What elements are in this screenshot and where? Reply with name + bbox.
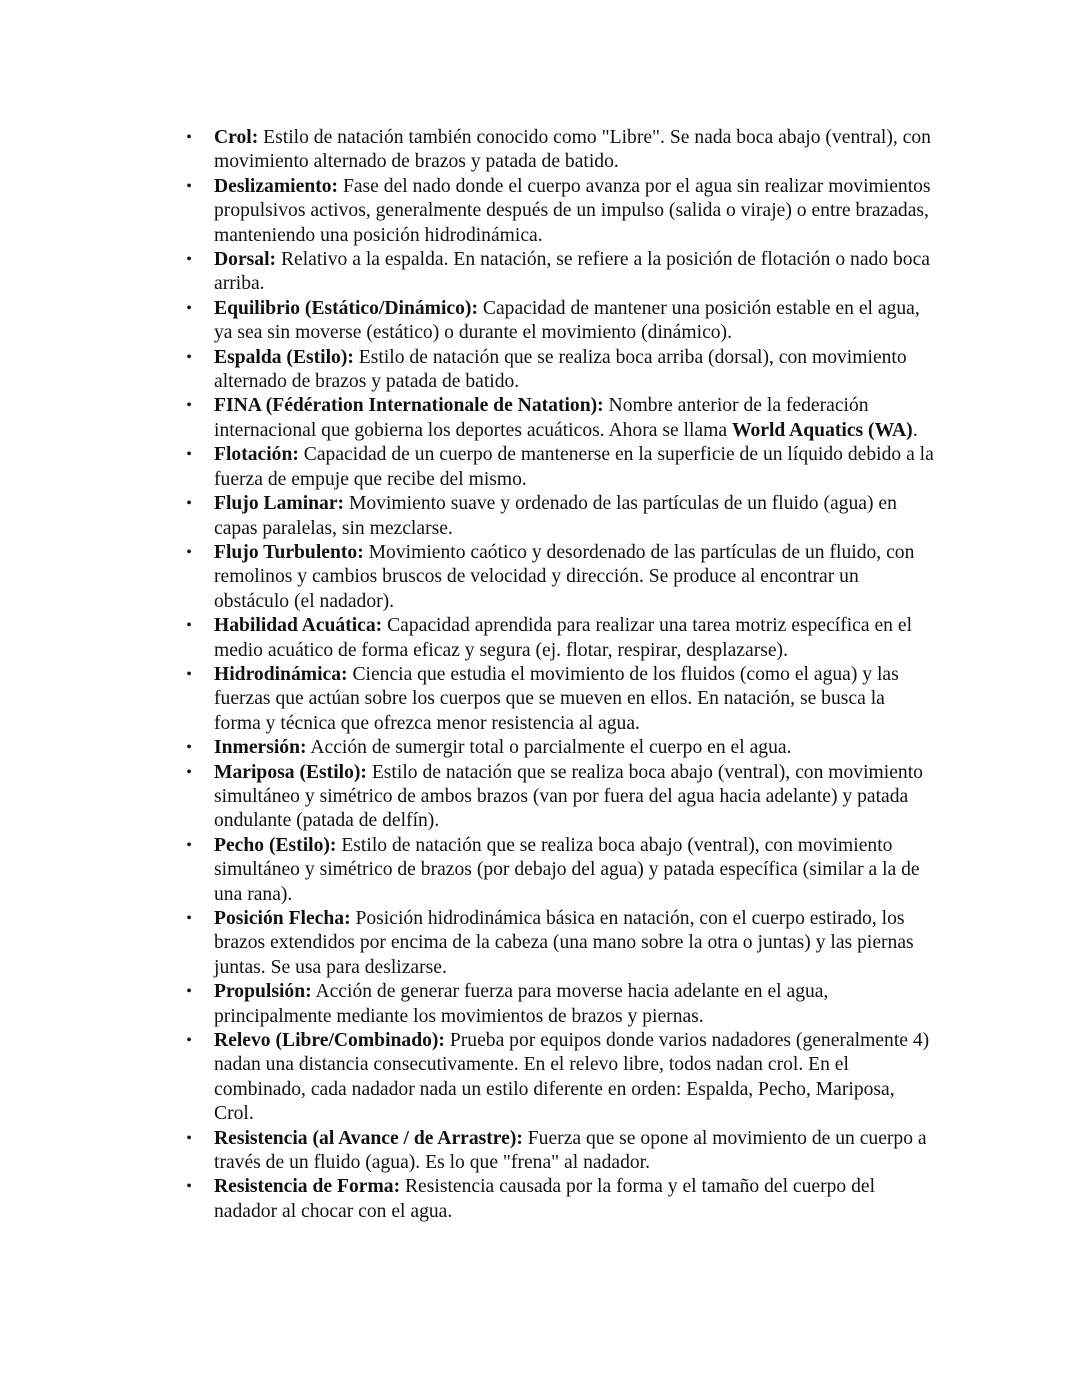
glossary-entry-mariposa xyxy=(186,761,934,834)
glossary-entry-resistencia-avance xyxy=(186,1127,934,1176)
glossary-definition: Prueba por equipos donde varios nadadores (generalmente 4) nadan una distancia consecutivamente. En el relevo libre, todos nadan crol. En el combinado, cada nadador nada un estilo diferente en orden: Espalda, Pecho, Mariposa, Crol. xyxy=(214,1030,930,1125)
glossary-entry-espalda xyxy=(186,346,934,395)
glossary-definition: Relativo a la espalda. En natación, se refiere a la posición de flotación o nado boca arriba. xyxy=(214,249,930,295)
bullet-icon: • xyxy=(186,836,192,854)
glossary-entry-propulsion xyxy=(186,980,934,1029)
glossary-term: Flotación: xyxy=(214,444,299,466)
glossary-term: Flujo Laminar: xyxy=(214,493,345,515)
bullet-icon: • xyxy=(186,665,192,683)
glossary-entry-fina xyxy=(186,394,934,443)
glossary-list xyxy=(0,126,934,1224)
bullet-icon: • xyxy=(186,446,192,464)
glossary-entry-hidrodinamica xyxy=(186,663,934,736)
bullet-icon: • xyxy=(186,1178,192,1196)
bullet-icon: • xyxy=(186,983,192,1001)
bullet-icon: • xyxy=(186,348,192,366)
glossary-term: Resistencia de Forma: xyxy=(214,1176,401,1198)
glossary-definition: Fase del nado donde el cuerpo avanza por el agua sin realizar movimientos propulsivos activos, generalmente después de un impulso (salida o viraje) o entre brazadas, manteniendo una posición hidrodinámica. xyxy=(214,175,931,246)
glossary-term: Flujo Turbulento: xyxy=(214,541,364,563)
glossary-definition: Posición hidrodinámica básica en natación, con el cuerpo estirado, los brazos extendidos por encima de la cabeza (una mano sobre la otra o juntas) y las piernas juntas. Se usa para deslizarse. xyxy=(214,908,914,978)
glossary-term: Habilidad Acuática: xyxy=(214,615,383,637)
glossary-entry-posicion-flecha xyxy=(186,907,934,980)
bullet-icon: • xyxy=(186,1032,192,1050)
document-page xyxy=(0,126,1080,1224)
glossary-entry-habilidad-acuatica xyxy=(186,614,934,663)
bullet-icon: • xyxy=(186,397,192,415)
bullet-icon: • xyxy=(186,617,192,635)
glossary-term: Equilibrio (Estático/Dinámico): xyxy=(214,297,478,319)
glossary-entry-resistencia-forma xyxy=(186,1175,934,1224)
glossary-term: Crol: xyxy=(214,127,259,148)
glossary-term: FINA (Fédération Internationale de Natation): xyxy=(214,395,604,417)
bullet-icon: • xyxy=(186,739,192,757)
glossary-term: Posición Flecha: xyxy=(214,908,351,929)
glossary-definition: Acción de generar fuerza para moverse hacia adelante en el agua, principalmente mediante los movimientos de brazos y piernas. xyxy=(214,981,829,1027)
glossary-definition: Fuerza que se opone al movimiento de un cuerpo a través de un fluido (agua). Es lo que "frena" al nadador. xyxy=(214,1127,927,1174)
glossary-term: Deslizamiento: xyxy=(214,175,339,197)
glossary-entry-flujo-turbulento xyxy=(186,541,934,614)
glossary-term: Resistencia (al Avance / de Arrastre): xyxy=(214,1127,523,1149)
glossary-entry-crol xyxy=(186,126,934,175)
glossary-term: Hidrodinámica: xyxy=(214,663,348,685)
glossary-definition: Estilo de natación también conocido como "Libre". Se nada boca abajo (ventral), con movimiento alternado de brazos y patada de batido. xyxy=(214,127,931,173)
glossary-term: Relevo (Libre/Combinado): xyxy=(214,1030,445,1052)
glossary-entry-flujo-laminar xyxy=(186,492,934,541)
glossary-term: Mariposa (Estilo): xyxy=(214,761,367,783)
glossary-definition: Movimiento caótico y desordenado de las partículas de un fluido, con remolinos y cambios bruscos de velocidad y dirección. Se produce al encontrar un obstáculo (el nadador). xyxy=(214,541,915,612)
glossary-entry-deslizamiento xyxy=(186,175,934,248)
bullet-icon: • xyxy=(186,299,192,317)
glossary-definition: Capacidad aprendida para realizar una tarea motriz específica en el medio acuático de forma eficaz y segura (ej. flotar, respirar, desplazarse). xyxy=(214,615,913,661)
glossary-definition: Capacidad de un cuerpo de mantenerse en la superficie de un líquido debido a la fuerza de empuje que recibe del mismo. xyxy=(214,444,934,490)
glossary-definition: Nombre anterior de la federación internacional que gobierna los deportes acuáticos. Ahora se llama xyxy=(214,395,869,441)
glossary-definition: Estilo de natación que se realiza boca arriba (dorsal), con movimiento alternado de brazos y patada de batido. xyxy=(214,346,907,393)
bullet-icon: • xyxy=(186,1129,192,1147)
glossary-entry-flotacion xyxy=(186,443,934,492)
glossary-term: Espalda (Estilo): xyxy=(214,346,354,368)
glossary-emphasis: World Aquatics (WA) xyxy=(731,419,913,441)
glossary-definition: Acción de sumergir total o parcialmente el cuerpo en el agua. xyxy=(306,737,792,759)
glossary-entry-equilibrio xyxy=(186,297,934,346)
bullet-icon: • xyxy=(186,251,192,269)
bullet-icon: • xyxy=(186,543,192,561)
glossary-entry-dorsal xyxy=(186,248,934,297)
bullet-icon: • xyxy=(186,495,192,513)
glossary-definition: Estilo de natación que se realiza boca abajo (ventral), con movimiento simultáneo y simétrico de ambos brazos (van por fuera del agua hacia adelante) y patada ondulante (patada de delfín). xyxy=(214,761,923,832)
glossary-definition: Estilo de natación que se realiza boca abajo (ventral), con movimiento simultáneo y simétrico de brazos (por debajo del agua) y patada específica (similar a la de una rana). xyxy=(214,834,920,905)
bullet-icon: • xyxy=(186,129,192,146)
bullet-icon: • xyxy=(186,177,192,195)
glossary-term: Dorsal: xyxy=(214,249,277,271)
glossary-term: Inmersión: xyxy=(214,737,307,759)
glossary-entry-pecho xyxy=(186,834,934,907)
glossary-suffix: . xyxy=(912,419,918,441)
bullet-icon: • xyxy=(186,763,192,781)
bullet-icon: • xyxy=(186,910,192,927)
glossary-entry-inmersion xyxy=(186,736,934,760)
glossary-definition: Resistencia causada por la forma y el tamaño del cuerpo del nadador al chocar con el agua. xyxy=(214,1176,876,1222)
glossary-definition: Movimiento suave y ordenado de las partículas de un fluido (agua) en capas paralelas, sin mezclarse. xyxy=(214,493,897,539)
glossary-definition: Ciencia que estudia el movimiento de los fluidos (como el agua) y las fuerzas que actúan sobre los cuerpos que se mueven en ellos. En natación, se busca la forma y técnica que ofrezca menor resistencia al agua. xyxy=(214,663,899,734)
glossary-term: Pecho (Estilo): xyxy=(214,834,337,856)
glossary-entry-relevo xyxy=(186,1029,934,1127)
glossary-definition: Capacidad de mantener una posición estable en el agua, ya sea sin moverse (estático) o durante el movimiento (dinámico). xyxy=(214,297,920,344)
glossary-term: Propulsión: xyxy=(214,981,312,1003)
